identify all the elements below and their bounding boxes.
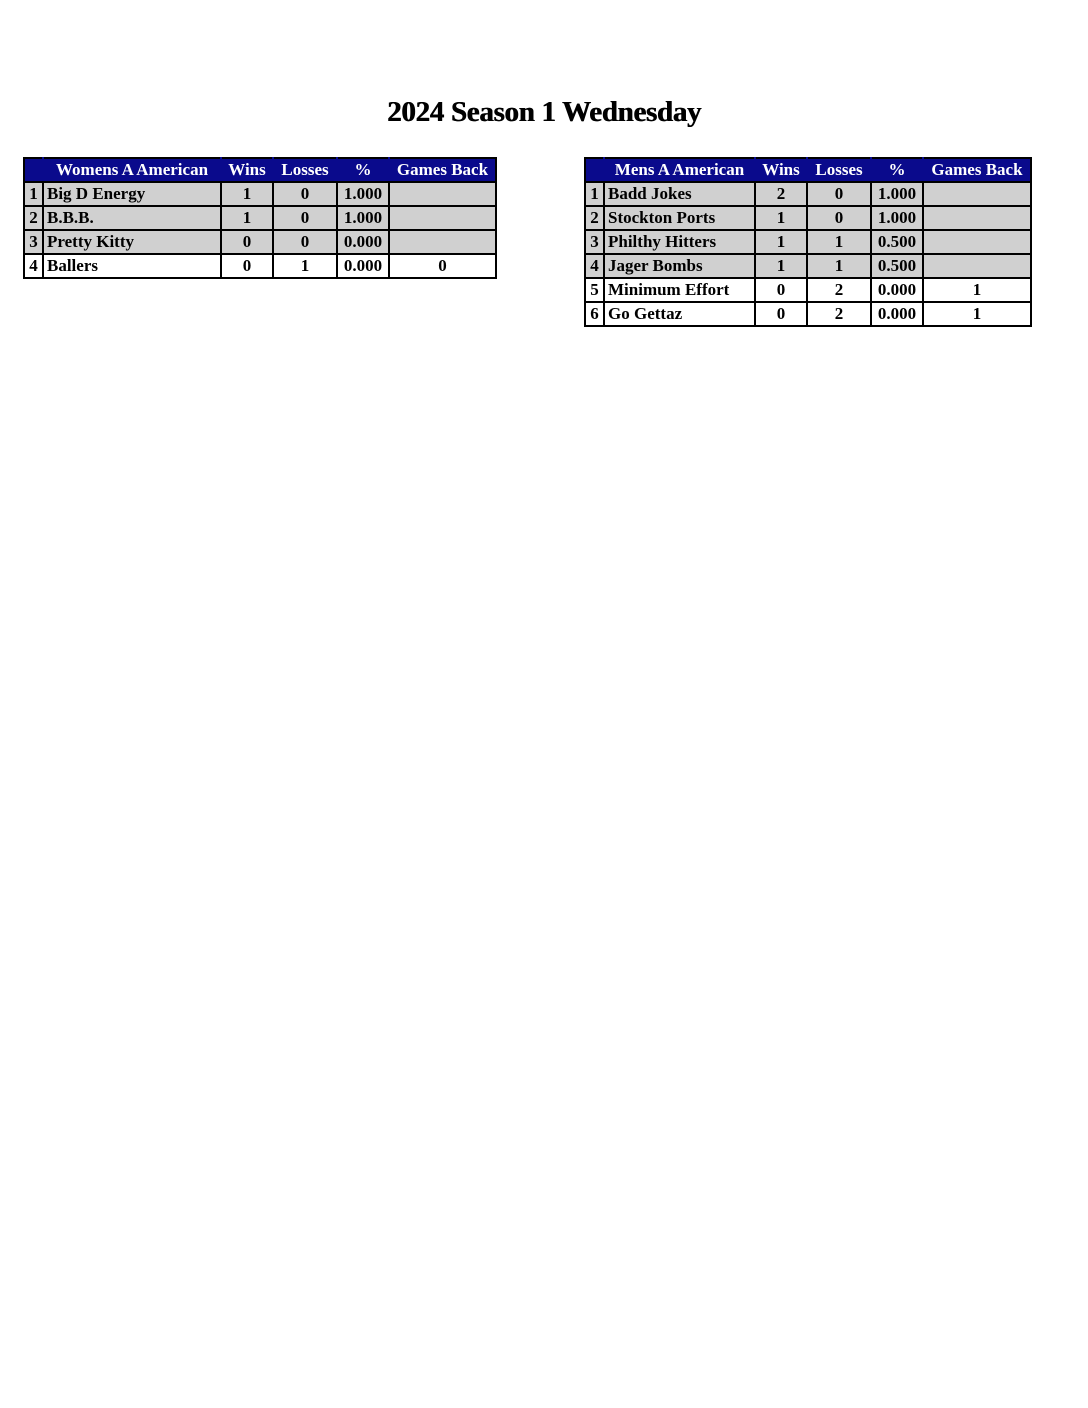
wins-cell: 0 [755,278,807,302]
division-header: Mens A American [604,158,755,182]
table-row [24,254,496,278]
games-back-cell: 1 [923,278,1031,302]
losses-cell: 1 [807,254,871,278]
losses-cell: 1 [273,254,337,278]
losses-cell: 0 [807,182,871,206]
pct-cell: 0.500 [871,254,923,278]
losses-cell: 0 [273,182,337,206]
wins-cell: 0 [221,254,273,278]
table-row [585,254,1031,278]
losses-cell: 1 [807,230,871,254]
table-row [585,302,1031,326]
team-cell: Go Gettaz [604,302,755,326]
games-back-header: Games Back [923,158,1031,182]
pct-cell: 0.000 [871,278,923,302]
pct-cell: 1.000 [871,206,923,230]
rank-cell: 5 [585,278,604,302]
team-cell: Stockton Ports [604,206,755,230]
table-header-row [24,158,496,182]
rank-cell: 2 [585,206,604,230]
games-back-cell [923,206,1031,230]
games-back-cell [389,182,496,206]
table-row [24,206,496,230]
wins-cell: 1 [221,182,273,206]
pct-cell: 0.500 [871,230,923,254]
rank-cell: 3 [24,230,43,254]
wins-cell: 1 [755,230,807,254]
table-row [585,230,1031,254]
table-row [24,230,496,254]
pct-cell: 0.000 [871,302,923,326]
losses-header: Losses [807,158,871,182]
table-row [24,182,496,206]
losses-header: Losses [273,158,337,182]
losses-cell: 2 [807,302,871,326]
games-back-cell: 1 [923,302,1031,326]
games-back-header: Games Back [389,158,496,182]
mens-standings-table [584,157,1032,327]
games-back-cell [389,230,496,254]
table-row [585,182,1031,206]
womens-standings-table [23,157,497,279]
games-back-cell [389,206,496,230]
team-cell: Minimum Effort [604,278,755,302]
wins-cell: 1 [755,254,807,278]
wins-header: Wins [221,158,273,182]
pct-header: % [871,158,923,182]
losses-cell: 0 [273,206,337,230]
pct-cell: 1.000 [337,182,389,206]
team-cell: Badd Jokes [604,182,755,206]
team-cell: Pretty Kitty [43,230,221,254]
wins-cell: 0 [221,230,273,254]
team-cell: Philthy Hitters [604,230,755,254]
rank-cell: 4 [585,254,604,278]
table-row [585,278,1031,302]
games-back-cell [923,182,1031,206]
rank-header [24,158,43,182]
page-title: 2024 Season 1 Wednesday [386,96,702,128]
rank-cell: 3 [585,230,604,254]
wins-cell: 0 [755,302,807,326]
games-back-cell: 0 [389,254,496,278]
pct-cell: 1.000 [337,206,389,230]
rank-cell: 1 [24,182,43,206]
games-back-cell [923,230,1031,254]
table-header-row [585,158,1031,182]
wins-header: Wins [755,158,807,182]
rank-cell: 4 [24,254,43,278]
team-cell: Big D Energy [43,182,221,206]
rank-cell: 6 [585,302,604,326]
wins-cell: 2 [755,182,807,206]
pct-cell: 0.000 [337,254,389,278]
table-row [585,206,1031,230]
losses-cell: 2 [807,278,871,302]
team-cell: B.B.B. [43,206,221,230]
pct-cell: 1.000 [871,182,923,206]
team-cell: Jager Bombs [604,254,755,278]
wins-cell: 1 [755,206,807,230]
pct-header: % [337,158,389,182]
losses-cell: 0 [807,206,871,230]
wins-cell: 1 [221,206,273,230]
team-cell: Ballers [43,254,221,278]
division-header: Womens A American [43,158,221,182]
pct-cell: 0.000 [337,230,389,254]
rank-header [585,158,604,182]
losses-cell: 0 [273,230,337,254]
rank-cell: 2 [24,206,43,230]
rank-cell: 1 [585,182,604,206]
games-back-cell [923,254,1031,278]
